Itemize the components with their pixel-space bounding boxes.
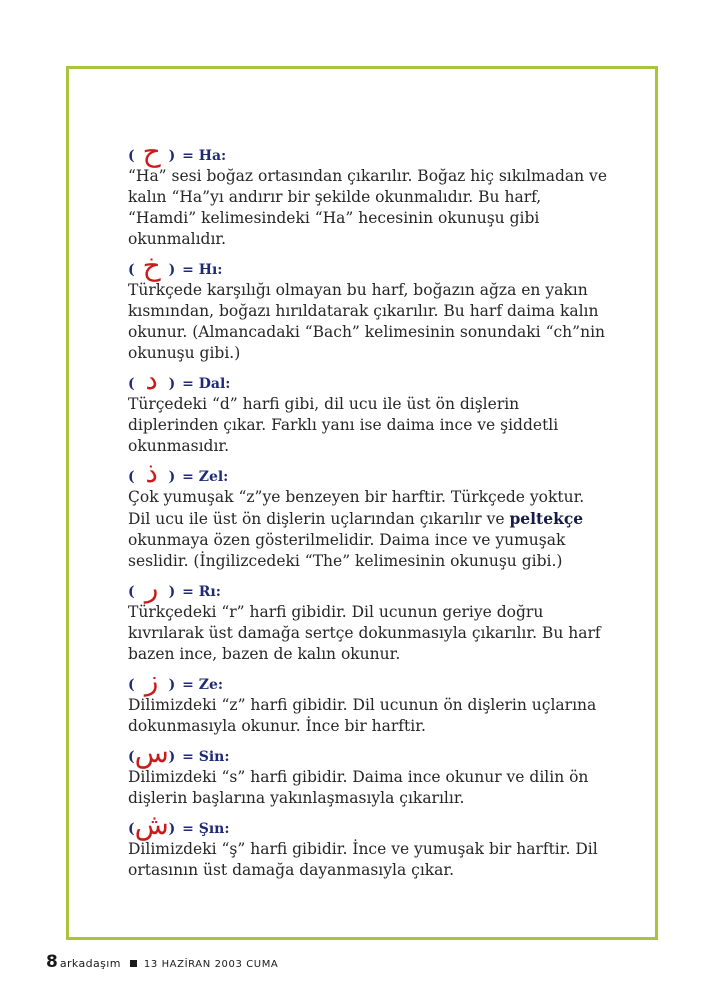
entry-description: Dilimizdeki “z” harfi gibidir. Dil ucunun ön dişlerin uçlarına dokunmasıyla okunur. İnce bir harftir. <box>128 696 597 735</box>
entry-heading: ( خ ) = Hı: <box>128 249 223 282</box>
arabic-letter: ر <box>144 571 159 604</box>
entry-description: Dilimizdeki “ş” harfi gibidir. İnce ve yumuşak bir harftir. Dil ortasının üst damağa dayanmasıyla çıkar. <box>128 840 598 879</box>
letter-entry-ri <box>128 571 608 665</box>
letter-entry-sin <box>128 736 608 809</box>
letter-name: Rı: <box>198 584 221 600</box>
letter-entry-dal <box>128 363 608 457</box>
arabic-letter: ش <box>134 808 169 841</box>
letter-list <box>128 135 608 885</box>
entry-heading: ( د ) = Dal: <box>128 363 231 396</box>
entry-description: Türçedeki “d” harfi gibi, dil ucu ile üst ön dişlerin diplerinden çıkar. Farklı yanı ise daima ince ve şiddetli okunmasıdır. <box>128 395 559 455</box>
entry-heading: ( س ) = Sin: <box>128 736 230 769</box>
arabic-letter: ز <box>144 664 159 697</box>
arabic-letter: د <box>145 363 158 396</box>
entry-description: Türkçedeki “r” harfi gibidir. Dil ucunun geriye doğru kıvrılarak üst damağa sertçe dokunmasıyla çıkarılır. Bu harf bazen ince, bazen de kalın okunur. <box>128 603 601 663</box>
letter-name: Hı: <box>198 262 223 278</box>
entry-description <box>128 487 608 572</box>
arabic-letter: خ <box>142 249 161 282</box>
letter-entry-sin-dotted <box>128 808 608 881</box>
letter-entry-hi <box>128 249 608 364</box>
letter-name: Ha: <box>198 148 227 164</box>
square-bullet-icon <box>130 960 137 967</box>
letter-name: Şın: <box>198 821 230 837</box>
arabic-letter: ح <box>142 135 161 168</box>
arabic-letter: س <box>134 736 169 769</box>
letter-entry-zel <box>128 456 608 572</box>
description-text: okunmaya özen gösterilmelidir. Daima ince ve yumuşak seslidir. (İngilizcedeki “The” kelimesinin okunuşu gibi.) <box>128 531 566 570</box>
entry-description: Dilimizdeki “s” harfi gibidir. Daima ince okunur ve dilin ön dişlerin başlarına yakınlaşmasıyla çıkarılır. <box>128 768 589 807</box>
entry-heading: ( ذ ) = Zel: <box>128 456 229 489</box>
letter-entry-ze <box>128 664 608 737</box>
publication-name: arkadaşım <box>59 957 121 970</box>
description-text: Çok yumuşak “z”ye benzeyen bir harftir. Türkçede yoktur. Dil ucu ile üst ön dişlerin uçlarından çıkarılır ve <box>128 488 585 528</box>
entry-heading: ( ز ) = Ze: <box>128 664 224 697</box>
entry-heading: ( ر ) = Rı: <box>128 571 221 604</box>
letter-name: Sin: <box>198 749 230 765</box>
letter-entry-ha <box>128 135 608 250</box>
letter-name: Dal: <box>198 376 231 392</box>
letter-name: Ze: <box>198 677 224 693</box>
arabic-letter: ذ <box>145 456 158 489</box>
emphasized-term: peltekçe <box>509 509 584 528</box>
entry-heading: ( ح ) = Ha: <box>128 135 227 168</box>
entry-description: “Ha” sesi boğaz ortasından çıkarılır. Boğaz hiç sıkılmadan ve kalın “Ha”yı andırır bir şekilde okunmalıdır. Bu harf, “Hamdi” kelimesindeki “Ha” hecesinin okunuşu gibi okunmalıdır. <box>128 167 607 248</box>
letter-name: Zel: <box>198 469 229 485</box>
page-number: 8 <box>46 952 58 972</box>
entry-heading: ( ش ) = Şın: <box>128 808 230 841</box>
issue-date: 13 HAZİRAN 2003 CUMA <box>143 959 279 970</box>
entry-description: Türkçede karşılığı olmayan bu harf, boğazın ağza en yakın kısmından, boğazı hırıldatarak çıkarılır. Bu harf daima kalın okunur. (Almancadaki “Bach” kelimesinin sonundaki “ch”nin okunuşu gibi.) <box>128 281 606 362</box>
page-footer <box>46 952 278 972</box>
